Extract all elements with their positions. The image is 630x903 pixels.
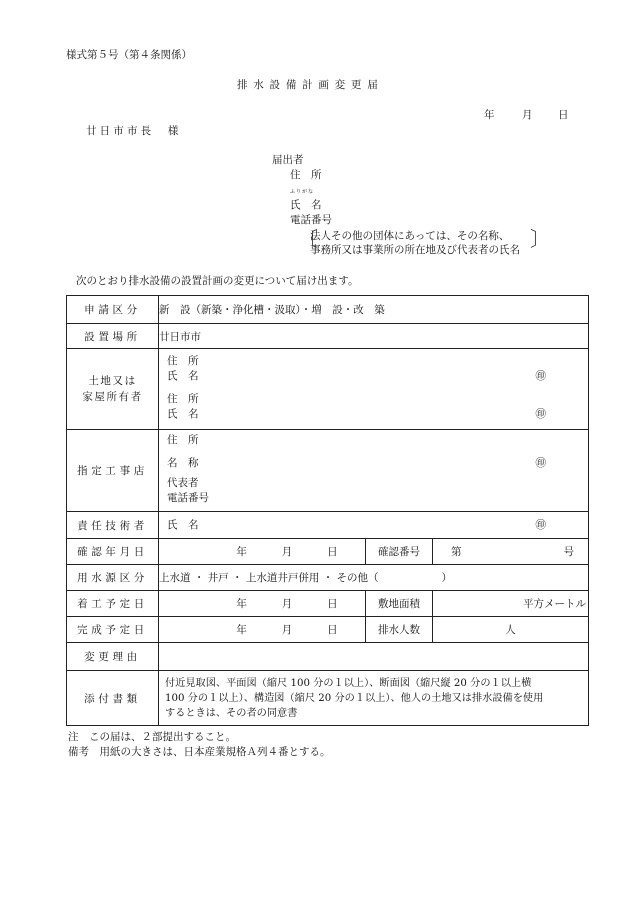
start-month: 月 xyxy=(281,598,293,610)
addressee: 廿日市市長 様 xyxy=(86,125,182,137)
applicant-note-line1: 法人その他の団体にあっては、その名称、 xyxy=(310,230,510,242)
owner-label-line1: 土地又は xyxy=(88,375,137,387)
location-label: 設置場所 xyxy=(67,324,159,349)
date-year-label: 年 xyxy=(484,109,495,121)
attach-line3: するときは、その者の同意書 xyxy=(165,707,298,719)
contractor-seal: ㊞ xyxy=(535,457,546,469)
attach-line1: 付近見取図、平面図（縮尺 100 分の１以上）、断面図（縮尺縦 20 分の１以上横 xyxy=(165,677,532,689)
row-category xyxy=(67,296,589,324)
row-water-source xyxy=(67,565,589,591)
confirm-no-field[interactable] xyxy=(433,539,589,565)
confirm-date-label: 確認年月日 xyxy=(67,539,159,565)
confirm-no-prefix: 第 xyxy=(451,546,462,558)
confirm-date-field[interactable] xyxy=(159,539,366,565)
people-field[interactable] xyxy=(433,617,589,643)
owner2-seal: ㊞ xyxy=(535,408,546,420)
owner2-name: 氏 名 xyxy=(167,408,199,420)
confirm-no-suffix: 号 xyxy=(563,546,574,558)
site-area-unit: 平方メートル xyxy=(523,598,586,610)
row-owner xyxy=(67,349,589,430)
applicant-heading: 届出者 xyxy=(272,154,304,166)
owner-label-line2: 家屋所有者 xyxy=(82,391,143,403)
owner-label xyxy=(67,349,159,430)
right-bracket: 〕 xyxy=(530,227,550,251)
attach-field xyxy=(159,671,589,726)
owner1-address: 住 所 xyxy=(167,355,199,367)
contractor-company-name: 名 称 xyxy=(167,457,199,469)
confirm-day: 日 xyxy=(327,546,338,558)
row-location xyxy=(67,324,589,349)
owner-field[interactable] xyxy=(159,349,589,430)
attach-line2: 100 分の１以上）、構造図（縮尺 20 分の１以上）、他人の土地又は排水設備を使用 xyxy=(165,692,544,704)
category-value[interactable]: 新 設（新築・浄化槽・汲取）・増 設・改 築 xyxy=(159,296,589,324)
reason-label: 変更理由 xyxy=(67,643,159,671)
complete-date-field[interactable] xyxy=(159,617,366,643)
owner1-name: 氏 名 xyxy=(167,370,199,382)
applicant-note-line2: 事務所又は事業所の所在地及び代表者の氏名 xyxy=(310,244,520,256)
row-start xyxy=(67,591,589,617)
applicant-address-label: 住 所 xyxy=(290,169,322,181)
site-area-label: 敷地面積 xyxy=(366,591,433,617)
date-day-label: 日 xyxy=(558,109,569,121)
applicant-furigana: ふりがな xyxy=(290,189,315,195)
owner1-seal: ㊞ xyxy=(535,370,546,382)
complete-year: 年 xyxy=(236,624,247,636)
water-source-label: 用水源区分 xyxy=(67,565,159,591)
confirm-month: 月 xyxy=(281,546,293,558)
applicant-phone-label: 電話番号 xyxy=(290,214,332,226)
engineer-seal: ㊞ xyxy=(535,519,546,531)
left-bracket: 〔 xyxy=(298,227,318,251)
engineer-label: 責任技術者 xyxy=(67,512,159,539)
row-contractor xyxy=(67,430,589,512)
confirm-no-label: 確認番号 xyxy=(366,539,433,565)
contractor-field[interactable] xyxy=(159,430,589,512)
row-engineer xyxy=(67,512,589,539)
site-area-field[interactable] xyxy=(433,591,589,617)
engineer-field[interactable] xyxy=(159,512,589,539)
engineer-name: 氏 名 xyxy=(167,519,199,531)
start-date-field[interactable] xyxy=(159,591,366,617)
complete-day: 日 xyxy=(327,624,338,636)
row-confirm xyxy=(67,539,589,565)
date-month-label: 月 xyxy=(522,109,533,121)
location-value[interactable]: 廿日市市 xyxy=(159,324,589,349)
category-label: 申請区分 xyxy=(67,296,159,324)
row-attachments xyxy=(67,671,589,726)
row-reason xyxy=(67,643,589,671)
contractor-address: 住 所 xyxy=(167,434,199,446)
contractor-representative: 代表者 xyxy=(167,477,199,489)
attach-label: 添付書類 xyxy=(67,671,159,726)
contractor-label: 指定工事店 xyxy=(67,430,159,512)
row-complete xyxy=(67,617,589,643)
start-year: 年 xyxy=(236,598,247,610)
complete-month: 月 xyxy=(281,624,293,636)
start-day: 日 xyxy=(327,598,338,610)
applicant-name-label: 氏 名 xyxy=(290,199,322,211)
water-source-value[interactable]: 上水道 ・ 井戸 ・ 上水道井戸併用 ・ その他（ ） xyxy=(159,565,589,591)
page-title: 排水設備計画変更届 xyxy=(237,79,384,91)
people-label: 排水人数 xyxy=(366,617,433,643)
form-number: 様式第５号（第４条関係） xyxy=(66,49,192,61)
owner2-address: 住 所 xyxy=(167,393,199,405)
footer-note: 注 この届は、２部提出すること。 xyxy=(68,731,236,743)
intro-text: 次のとおり排水設備の設置計画の変更について届け出ます。 xyxy=(76,275,359,287)
footer-remark: 備考 用紙の大きさは、日本産業規格Ａ列４番とする。 xyxy=(68,746,331,758)
reason-field[interactable] xyxy=(159,643,589,671)
application-table xyxy=(66,295,589,726)
confirm-year: 年 xyxy=(236,546,247,558)
contractor-phone: 電話番号 xyxy=(167,492,209,504)
start-label: 着工予定日 xyxy=(67,591,159,617)
complete-label: 完成予定日 xyxy=(67,617,159,643)
people-unit: 人 xyxy=(505,624,516,636)
